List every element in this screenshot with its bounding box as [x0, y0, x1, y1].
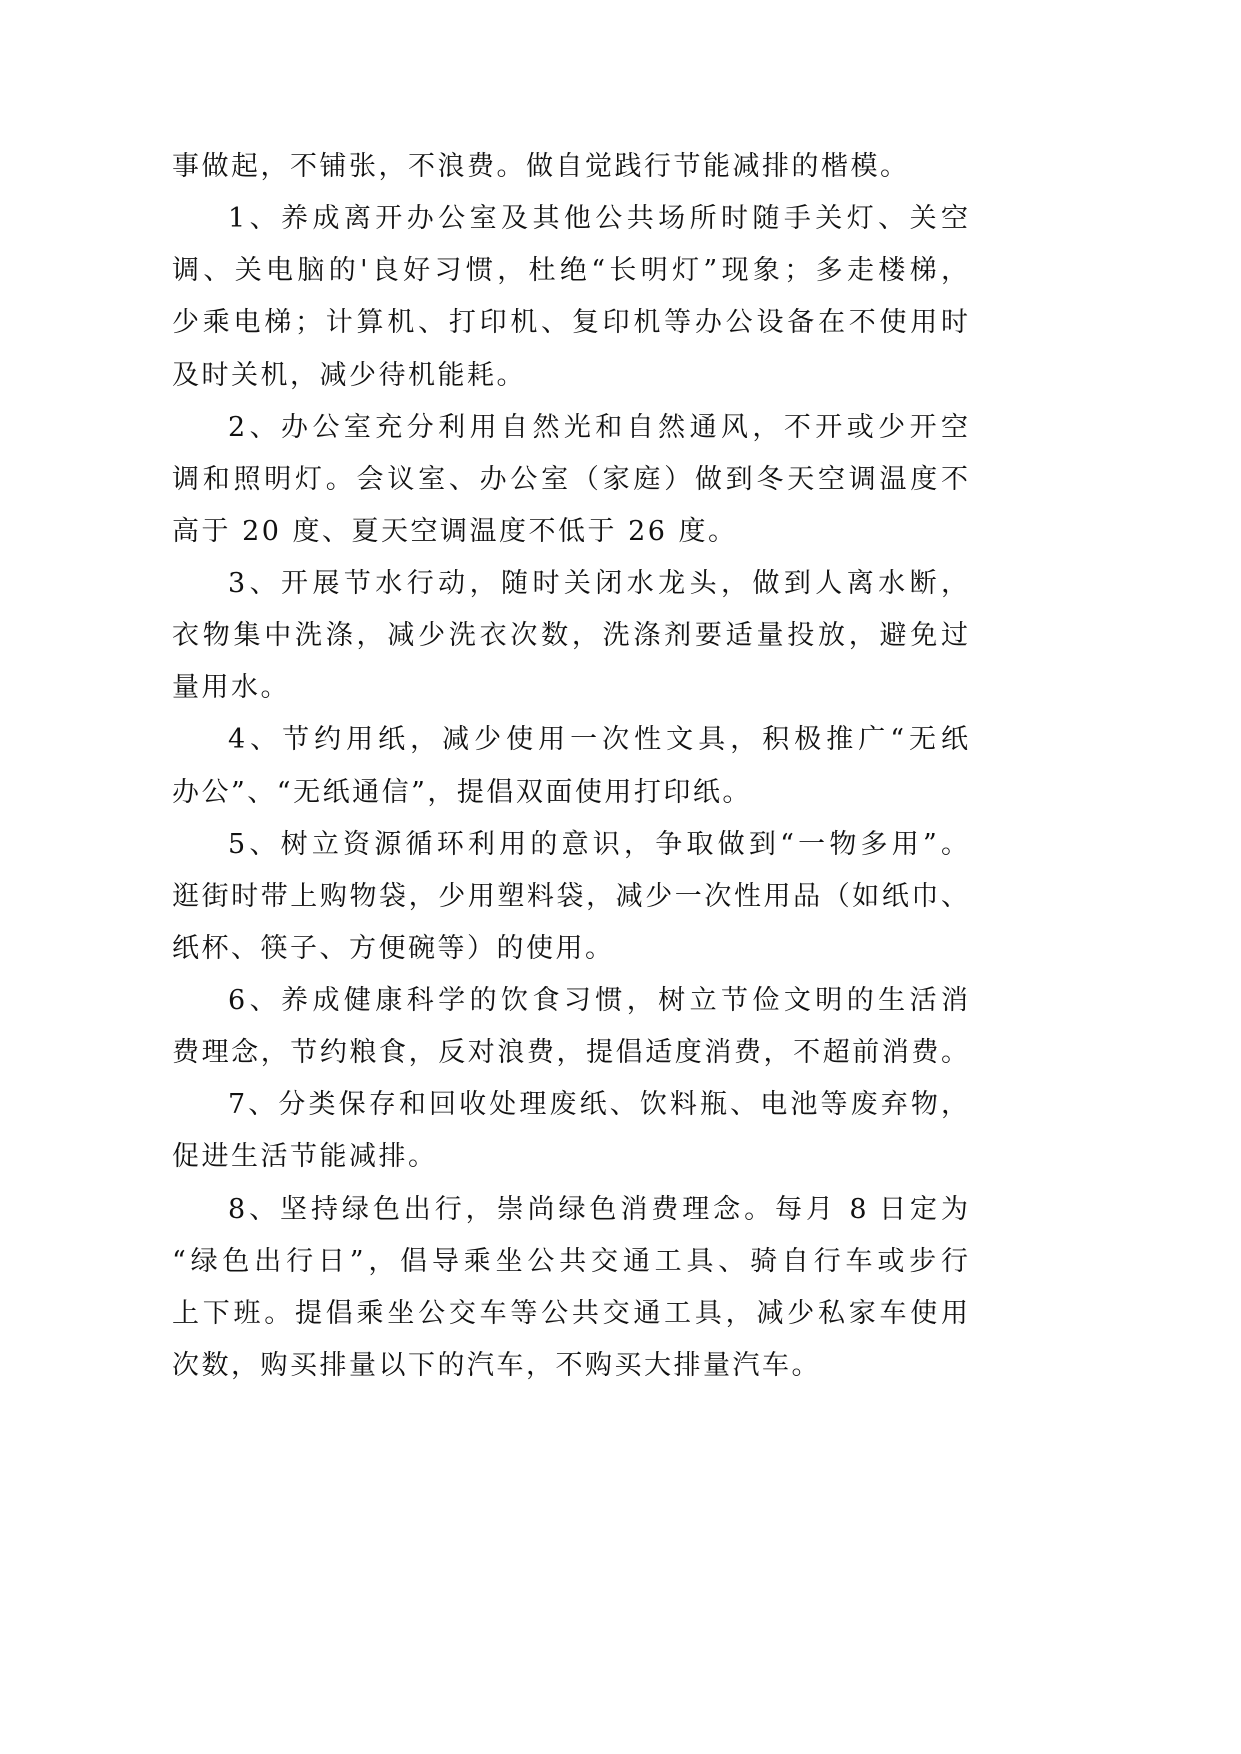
- text-line: 衣物集中洗涤，减少洗衣次数，洗涤剂要适量投放，避免过: [172, 620, 968, 652]
- text-line: 8、坚持绿色出行，崇尚绿色消费理念。每月 8 日定为: [228, 1193, 968, 1225]
- paragraph-item-5: [172, 819, 968, 975]
- text-line: 调和照明灯。会议室、办公室（家庭）做到冬天空调温度不: [172, 463, 968, 495]
- paragraph-item-3: [172, 558, 968, 714]
- text-line: 量用水。: [172, 672, 290, 704]
- paragraph-item-2: [172, 402, 968, 558]
- text-line: 逛街时带上购物袋，少用塑料袋，减少一次性用品（如纸巾、: [172, 880, 968, 912]
- paragraph-continuation: [172, 141, 968, 193]
- paragraph-item-8: [172, 1184, 968, 1393]
- text-line: 5、树立资源循环利用的意识，争取做到“一物多用”。: [228, 828, 968, 860]
- text-line: 费理念，节约粮食，反对浪费，提倡适度消费，不超前消费。: [172, 1037, 968, 1069]
- text-line: 上下班。提倡乘坐公交车等公共交通工具，减少私家车使用: [172, 1297, 968, 1329]
- text-line: 2、办公室充分利用自然光和自然通风，不开或少开空: [228, 411, 968, 443]
- text-line: 高于 20 度、夏天空调温度不低于 26 度。: [172, 515, 738, 547]
- text-line: “绿色出行日”，倡导乘坐公共交通工具、骑自行车或步行: [172, 1245, 968, 1277]
- text-line: 办公”、“无纸通信”，提倡双面使用打印纸。: [172, 776, 752, 808]
- paragraph-item-7: [172, 1079, 968, 1183]
- paragraph-item-1: [172, 193, 968, 402]
- text-line: 少乘电梯；计算机、打印机、复印机等办公设备在不使用时: [172, 307, 968, 339]
- text-line: 次数，购买排量以下的汽车，不购买大排量汽车。: [172, 1349, 821, 1381]
- text-line: 7、分类保存和回收处理废纸、饮料瓶、电池等废弃物，: [228, 1089, 968, 1121]
- document-body: [172, 141, 968, 1392]
- text-line: 6、养成健康科学的饮食习惯，树立节俭文明的生活消: [228, 985, 968, 1016]
- text-line: 纸杯、筷子、方便碗等）的使用。: [172, 932, 615, 964]
- text-line: 调、关电脑的'良好习惯，杜绝“长明灯”现象；多走楼梯，: [172, 255, 968, 287]
- text-line: 3、开展节水行动，随时关闭水龙头，做到人离水断，: [228, 568, 968, 599]
- text-line: 及时关机，减少待机能耗。: [172, 359, 526, 391]
- text-line: 1、养成离开办公室及其他公共场所时随手关灯、关空: [228, 203, 968, 235]
- paragraph-item-6: [172, 975, 968, 1079]
- text-line: 事做起，不铺张，不浪费。做自觉践行节能减排的楷模。: [172, 151, 910, 182]
- text-line: 促进生活节能减排。: [172, 1141, 438, 1173]
- paragraph-item-4: [172, 714, 968, 818]
- text-line: 4、节约用纸，减少使用一次性文具，积极推广“无纸: [228, 724, 968, 756]
